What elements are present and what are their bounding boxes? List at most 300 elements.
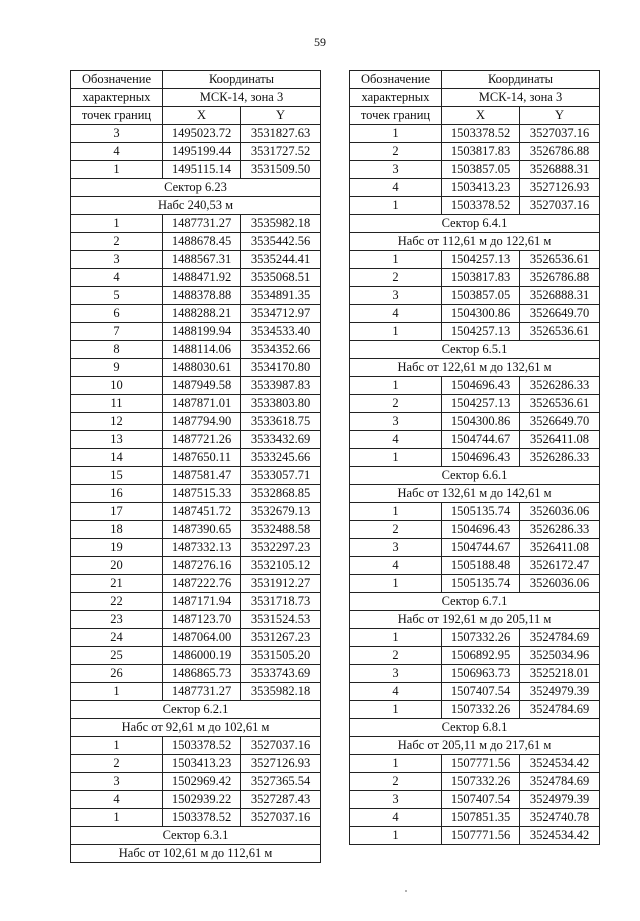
y-coordinate-cell: 3527126.93 (520, 179, 600, 197)
table-row (350, 521, 600, 539)
point-number-cell: 21 (71, 575, 163, 593)
x-coordinate-cell: 1487731.27 (163, 215, 241, 233)
x-coordinate-cell: 1503378.52 (442, 197, 520, 215)
x-coordinate-cell: 1504300.86 (442, 305, 520, 323)
sector-title: Сектор 6.4.1 (350, 215, 600, 233)
x-coordinate-cell: 1506892.95 (442, 647, 520, 665)
column-x-header: X (163, 107, 241, 125)
point-number-cell: 1 (71, 737, 163, 755)
y-coordinate-cell: 3525218.01 (520, 665, 600, 683)
sector-title-row (71, 845, 321, 863)
x-coordinate-cell: 1507332.26 (442, 701, 520, 719)
point-number-cell: 3 (350, 791, 442, 809)
point-number-cell: 4 (71, 269, 163, 287)
table-row (71, 521, 321, 539)
table-row (71, 809, 321, 827)
point-number-cell: 10 (71, 377, 163, 395)
y-coordinate-cell: 3524534.42 (520, 827, 600, 845)
designation-header-line2: характерных (350, 89, 442, 107)
x-coordinate-cell: 1487794.90 (163, 413, 241, 431)
y-coordinate-cell: 3524784.69 (520, 773, 600, 791)
x-coordinate-cell: 1487650.11 (163, 449, 241, 467)
table-body-right (350, 125, 600, 845)
y-coordinate-cell: 3526286.33 (520, 377, 600, 395)
x-coordinate-cell: 1487581.47 (163, 467, 241, 485)
table-row (71, 683, 321, 701)
table-header (71, 71, 321, 125)
x-coordinate-cell: 1507771.56 (442, 827, 520, 845)
point-number-cell: 16 (71, 485, 163, 503)
point-number-cell: 14 (71, 449, 163, 467)
y-coordinate-cell: 3531827.63 (241, 125, 321, 143)
point-number-cell: 1 (350, 197, 442, 215)
sector-title-row (71, 197, 321, 215)
table-row (71, 593, 321, 611)
y-coordinate-cell: 3535982.18 (241, 215, 321, 233)
y-coordinate-cell: 3527287.43 (241, 791, 321, 809)
point-number-cell: 1 (350, 629, 442, 647)
table-row (350, 323, 600, 341)
sector-title: Сектор 6.5.1 (350, 341, 600, 359)
y-coordinate-cell: 3524784.69 (520, 629, 600, 647)
column-y-header: Y (241, 107, 321, 125)
x-coordinate-cell: 1487871.01 (163, 395, 241, 413)
x-coordinate-cell: 1487451.72 (163, 503, 241, 521)
y-coordinate-cell: 3531718.73 (241, 593, 321, 611)
sector-title-row (350, 467, 600, 485)
x-coordinate-cell: 1504744.67 (442, 431, 520, 449)
y-coordinate-cell: 3532488.58 (241, 521, 321, 539)
designation-header-line3: точек границ (71, 107, 163, 125)
y-coordinate-cell: 3526536.61 (520, 323, 600, 341)
point-number-cell: 7 (71, 323, 163, 341)
point-number-cell: 4 (350, 557, 442, 575)
sector-title-row (71, 701, 321, 719)
point-number-cell: 2 (350, 647, 442, 665)
table-row (350, 539, 600, 557)
table-row (350, 377, 600, 395)
table-row (71, 215, 321, 233)
table-row (71, 755, 321, 773)
point-number-cell: 24 (71, 629, 163, 647)
x-coordinate-cell: 1507407.54 (442, 683, 520, 701)
table-row (71, 377, 321, 395)
point-number-cell: 6 (71, 305, 163, 323)
point-number-cell: 2 (71, 233, 163, 251)
x-coordinate-cell: 1487949.58 (163, 377, 241, 395)
table-row (71, 233, 321, 251)
table-row (71, 611, 321, 629)
y-coordinate-cell: 3534170.80 (241, 359, 321, 377)
x-coordinate-cell: 1487171.94 (163, 593, 241, 611)
sector-title-row (350, 233, 600, 251)
x-coordinate-cell: 1503378.52 (442, 125, 520, 143)
x-coordinate-cell: 1495115.14 (163, 161, 241, 179)
point-number-cell: 15 (71, 467, 163, 485)
x-coordinate-cell: 1488471.92 (163, 269, 241, 287)
x-coordinate-cell: 1504696.43 (442, 521, 520, 539)
table-row (350, 665, 600, 683)
y-coordinate-cell: 3526888.31 (520, 287, 600, 305)
point-number-cell: 3 (350, 665, 442, 683)
point-number-cell: 4 (350, 809, 442, 827)
x-coordinate-cell: 1487390.65 (163, 521, 241, 539)
y-coordinate-cell: 3534533.40 (241, 323, 321, 341)
x-coordinate-cell: 1504744.67 (442, 539, 520, 557)
table-row (71, 431, 321, 449)
x-coordinate-cell: 1505135.74 (442, 503, 520, 521)
x-coordinate-cell: 1502939.22 (163, 791, 241, 809)
y-coordinate-cell: 3524979.39 (520, 683, 600, 701)
designation-header-line3: точек границ (350, 107, 442, 125)
table-header (350, 71, 600, 125)
y-coordinate-cell: 3535982.18 (241, 683, 321, 701)
x-coordinate-cell: 1504696.43 (442, 449, 520, 467)
y-coordinate-cell: 3524740.78 (520, 809, 600, 827)
table-row (350, 449, 600, 467)
y-coordinate-cell: 3527037.16 (241, 737, 321, 755)
x-coordinate-cell: 1504257.13 (442, 395, 520, 413)
point-number-cell: 1 (350, 827, 442, 845)
table-row (350, 395, 600, 413)
point-number-cell: 3 (350, 161, 442, 179)
point-number-cell: 4 (350, 179, 442, 197)
table-row (71, 557, 321, 575)
x-coordinate-cell: 1488030.61 (163, 359, 241, 377)
point-number-cell: 1 (350, 125, 442, 143)
y-coordinate-cell: 3533743.69 (241, 665, 321, 683)
table-row (350, 413, 600, 431)
point-number-cell: 20 (71, 557, 163, 575)
table-row (350, 503, 600, 521)
y-coordinate-cell: 3535442.56 (241, 233, 321, 251)
table-row (71, 647, 321, 665)
sector-title: Сектор 6.2.1 (71, 701, 321, 719)
point-number-cell: 19 (71, 539, 163, 557)
y-coordinate-cell: 3533803.80 (241, 395, 321, 413)
page-number: 59 (314, 35, 326, 49)
y-coordinate-cell: 3526649.70 (520, 305, 600, 323)
point-number-cell: 1 (71, 215, 163, 233)
point-number-cell: 2 (350, 269, 442, 287)
column-y-header: Y (520, 107, 600, 125)
y-coordinate-cell: 3531912.27 (241, 575, 321, 593)
x-coordinate-cell: 1488678.45 (163, 233, 241, 251)
y-coordinate-cell: 3527126.93 (241, 755, 321, 773)
sector-title: Набс от 92,61 м до 102,61 м (71, 719, 321, 737)
y-coordinate-cell: 3526286.33 (520, 449, 600, 467)
sector-title-row (350, 485, 600, 503)
y-coordinate-cell: 3526786.88 (520, 143, 600, 161)
x-coordinate-cell: 1503413.23 (442, 179, 520, 197)
y-coordinate-cell: 3526036.06 (520, 503, 600, 521)
point-number-cell: 5 (71, 287, 163, 305)
y-coordinate-cell: 3534352.66 (241, 341, 321, 359)
point-number-cell: 3 (71, 773, 163, 791)
sector-title: Набс от 205,11 м до 217,61 м (350, 737, 600, 755)
point-number-cell: 3 (350, 287, 442, 305)
y-coordinate-cell: 3526786.88 (520, 269, 600, 287)
table-row (350, 701, 600, 719)
table-row (71, 323, 321, 341)
x-coordinate-cell: 1487222.76 (163, 575, 241, 593)
point-number-cell: 9 (71, 359, 163, 377)
table-row (350, 827, 600, 845)
point-number-cell: 1 (71, 683, 163, 701)
point-number-cell: 2 (71, 755, 163, 773)
table-row (71, 341, 321, 359)
y-coordinate-cell: 3531524.53 (241, 611, 321, 629)
point-number-cell: 4 (71, 791, 163, 809)
table-row (71, 485, 321, 503)
y-coordinate-cell: 3524784.69 (520, 701, 600, 719)
table-row (350, 809, 600, 827)
point-number-cell: 17 (71, 503, 163, 521)
y-coordinate-cell: 3527365.54 (241, 773, 321, 791)
point-number-cell: 11 (71, 395, 163, 413)
x-coordinate-cell: 1503857.05 (442, 287, 520, 305)
y-coordinate-cell: 3524979.39 (520, 791, 600, 809)
y-coordinate-cell: 3526411.08 (520, 539, 600, 557)
point-number-cell: 25 (71, 647, 163, 665)
sector-title-row (350, 611, 600, 629)
table-row (350, 251, 600, 269)
y-coordinate-cell: 3525034.96 (520, 647, 600, 665)
point-number-cell: 18 (71, 521, 163, 539)
sector-title: Сектор 6.23 (71, 179, 321, 197)
x-coordinate-cell: 1488114.06 (163, 341, 241, 359)
y-coordinate-cell: 3531509.50 (241, 161, 321, 179)
table-row (350, 791, 600, 809)
sector-title: Набс от 122,61 м до 132,61 м (350, 359, 600, 377)
table-row (71, 413, 321, 431)
sector-title-row (350, 593, 600, 611)
table-row (71, 359, 321, 377)
point-number-cell: 3 (71, 125, 163, 143)
sector-title-row (71, 719, 321, 737)
x-coordinate-cell: 1503857.05 (442, 161, 520, 179)
designation-header-line1: Обозначение (71, 71, 163, 89)
table-row (350, 647, 600, 665)
sector-title: Сектор 6.8.1 (350, 719, 600, 737)
point-number-cell: 4 (350, 431, 442, 449)
sector-title: Сектор 6.7.1 (350, 593, 600, 611)
table-row (350, 197, 600, 215)
x-coordinate-cell: 1488288.21 (163, 305, 241, 323)
x-coordinate-cell: 1507851.35 (442, 809, 520, 827)
sector-title: Набс от 102,61 м до 112,61 м (71, 845, 321, 863)
point-number-cell: 8 (71, 341, 163, 359)
table-row (350, 755, 600, 773)
y-coordinate-cell: 3526536.61 (520, 251, 600, 269)
sector-title: Сектор 6.6.1 (350, 467, 600, 485)
table-row (350, 305, 600, 323)
point-number-cell: 2 (350, 143, 442, 161)
x-coordinate-cell: 1487276.16 (163, 557, 241, 575)
y-coordinate-cell: 3527037.16 (241, 809, 321, 827)
table-row (71, 737, 321, 755)
table-row (71, 269, 321, 287)
coordinates-header-line2: МСК-14, зона 3 (163, 89, 321, 107)
y-coordinate-cell: 3524534.42 (520, 755, 600, 773)
sector-title: Набс от 132,61 м до 142,61 м (350, 485, 600, 503)
x-coordinate-cell: 1495023.72 (163, 125, 241, 143)
table-row (71, 467, 321, 485)
sector-title-row (71, 179, 321, 197)
coordinates-table-right (349, 70, 600, 845)
y-coordinate-cell: 3526888.31 (520, 161, 600, 179)
y-coordinate-cell: 3535244.41 (241, 251, 321, 269)
sector-title-row (350, 341, 600, 359)
table-row (71, 251, 321, 269)
y-coordinate-cell: 3534712.97 (241, 305, 321, 323)
x-coordinate-cell: 1487515.33 (163, 485, 241, 503)
y-coordinate-cell: 3532868.85 (241, 485, 321, 503)
y-coordinate-cell: 3533987.83 (241, 377, 321, 395)
x-coordinate-cell: 1503817.83 (442, 269, 520, 287)
table-row (350, 431, 600, 449)
point-number-cell: 3 (350, 413, 442, 431)
table-row (350, 179, 600, 197)
sector-title: Набс 240,53 м (71, 197, 321, 215)
sector-title: Сектор 6.3.1 (71, 827, 321, 845)
point-number-cell: 23 (71, 611, 163, 629)
x-coordinate-cell: 1507771.56 (442, 755, 520, 773)
x-coordinate-cell: 1488567.31 (163, 251, 241, 269)
x-coordinate-cell: 1507407.54 (442, 791, 520, 809)
table-row (71, 665, 321, 683)
point-number-cell: 1 (71, 809, 163, 827)
table-row (71, 161, 321, 179)
table-row (350, 629, 600, 647)
table-row (71, 575, 321, 593)
table-body-left (71, 125, 321, 863)
table-row (350, 557, 600, 575)
point-number-cell: 1 (350, 575, 442, 593)
sector-title-row (350, 737, 600, 755)
x-coordinate-cell: 1504696.43 (442, 377, 520, 395)
y-coordinate-cell: 3526286.33 (520, 521, 600, 539)
y-coordinate-cell: 3526172.47 (520, 557, 600, 575)
table-row (71, 773, 321, 791)
x-coordinate-cell: 1488378.88 (163, 287, 241, 305)
table-row (350, 161, 600, 179)
sector-title-row (350, 215, 600, 233)
point-number-cell: 12 (71, 413, 163, 431)
table-row (71, 629, 321, 647)
y-coordinate-cell: 3533432.69 (241, 431, 321, 449)
coordinates-header-line2: МСК-14, зона 3 (442, 89, 600, 107)
sector-title-row (350, 719, 600, 737)
scan-speck (405, 890, 407, 892)
point-number-cell: 26 (71, 665, 163, 683)
sector-title-row (350, 359, 600, 377)
y-coordinate-cell: 3526649.70 (520, 413, 600, 431)
x-coordinate-cell: 1487064.00 (163, 629, 241, 647)
point-number-cell: 2 (350, 395, 442, 413)
table-row (71, 503, 321, 521)
designation-header-line1: Обозначение (350, 71, 442, 89)
table-row (350, 269, 600, 287)
y-coordinate-cell: 3533057.71 (241, 467, 321, 485)
table-row (71, 449, 321, 467)
y-coordinate-cell: 3531727.52 (241, 143, 321, 161)
y-coordinate-cell: 3534891.35 (241, 287, 321, 305)
table-row (350, 575, 600, 593)
designation-header-line2: характерных (71, 89, 163, 107)
point-number-cell: 1 (350, 503, 442, 521)
table-row (71, 539, 321, 557)
y-coordinate-cell: 3532297.23 (241, 539, 321, 557)
table-row (350, 683, 600, 701)
point-number-cell: 2 (350, 773, 442, 791)
table-row (71, 143, 321, 161)
x-coordinate-cell: 1487123.70 (163, 611, 241, 629)
table-row (71, 125, 321, 143)
point-number-cell: 1 (350, 251, 442, 269)
point-number-cell: 2 (350, 521, 442, 539)
x-coordinate-cell: 1506963.73 (442, 665, 520, 683)
table-row (71, 395, 321, 413)
x-coordinate-cell: 1507332.26 (442, 629, 520, 647)
y-coordinate-cell: 3526411.08 (520, 431, 600, 449)
x-coordinate-cell: 1504300.86 (442, 413, 520, 431)
x-coordinate-cell: 1502969.42 (163, 773, 241, 791)
x-coordinate-cell: 1495199.44 (163, 143, 241, 161)
sector-title-row (71, 827, 321, 845)
coordinates-header-line1: Координаты (442, 71, 600, 89)
y-coordinate-cell: 3532679.13 (241, 503, 321, 521)
table-row (350, 773, 600, 791)
y-coordinate-cell: 3527037.16 (520, 125, 600, 143)
point-number-cell: 1 (350, 701, 442, 719)
point-number-cell: 1 (350, 323, 442, 341)
table-row (350, 143, 600, 161)
x-coordinate-cell: 1487721.26 (163, 431, 241, 449)
sector-title: Набс от 192,61 м до 205,11 м (350, 611, 600, 629)
y-coordinate-cell: 3527037.16 (520, 197, 600, 215)
y-coordinate-cell: 3535068.51 (241, 269, 321, 287)
point-number-cell: 4 (350, 305, 442, 323)
table-row (350, 287, 600, 305)
x-coordinate-cell: 1503817.83 (442, 143, 520, 161)
x-coordinate-cell: 1504257.13 (442, 251, 520, 269)
x-coordinate-cell: 1486865.73 (163, 665, 241, 683)
coordinates-table-left (70, 70, 321, 863)
x-coordinate-cell: 1505188.48 (442, 557, 520, 575)
x-coordinate-cell: 1487731.27 (163, 683, 241, 701)
y-coordinate-cell: 3533245.66 (241, 449, 321, 467)
coordinates-header-line1: Координаты (163, 71, 321, 89)
y-coordinate-cell: 3526036.06 (520, 575, 600, 593)
column-x-header: X (442, 107, 520, 125)
point-number-cell: 1 (350, 377, 442, 395)
table-row (71, 305, 321, 323)
x-coordinate-cell: 1503378.52 (163, 809, 241, 827)
point-number-cell: 1 (350, 449, 442, 467)
x-coordinate-cell: 1503378.52 (163, 737, 241, 755)
point-number-cell: 4 (71, 143, 163, 161)
table-row (71, 287, 321, 305)
table-row (71, 791, 321, 809)
point-number-cell: 1 (350, 755, 442, 773)
point-number-cell: 22 (71, 593, 163, 611)
point-number-cell: 3 (350, 539, 442, 557)
x-coordinate-cell: 1503413.23 (163, 755, 241, 773)
y-coordinate-cell: 3531505.20 (241, 647, 321, 665)
x-coordinate-cell: 1507332.26 (442, 773, 520, 791)
x-coordinate-cell: 1487332.13 (163, 539, 241, 557)
